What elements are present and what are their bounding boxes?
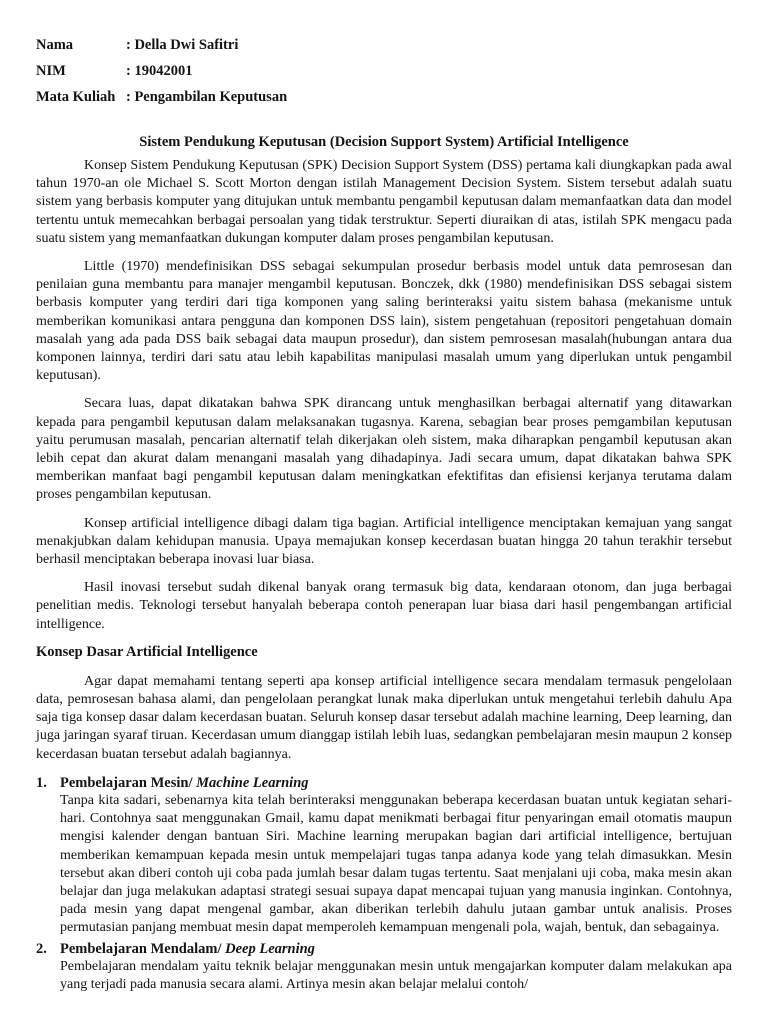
- paragraph: Konsep artificial intelligence dibagi dalam tiga bagian. Artificial intelligence menciptakan kemajuan yang sangat menakjubkan dalam kehidupan manusia. Upaya memajukan konsep kecerdasan buatan hingga 20 tahun terakhir tersebut berhasil menciptakan beberapa inovasi luar biasa.: [36, 515, 732, 568]
- list-body: [60, 940, 732, 994]
- document-title: Sistem Pendukung Keputusan (Decision Support System) Artificial Intelligence: [139, 134, 629, 150]
- list-number: 2.: [36, 940, 47, 957]
- list-title: [60, 774, 732, 792]
- list-title-english: Deep Learning: [225, 940, 315, 957]
- list-title-english: Machine Learning: [196, 774, 309, 791]
- list-item: [36, 774, 732, 938]
- paragraph: Little (1970) mendefinisikan DSS sebagai sekumpulan prosedur berbasis model untuk data pemrosesan dan penilaian guna membantu para manajer mengambil keputusan. Bonczek, dkk (1980) mendefinisikan DSS sebagai sistem berbasis komputer yang terdiri dari tiga komponen yang saling berinteraksi yaitu sistem bahasa (mekanisme untuk memberikan komunikasi antara pengguna dan komponen DSS lain), sistem pengetahuan (repositori pengetahuan domain masalah yang ada pada DSS baik sebagai data maupun prosedur), dan sistem pemrosesan masalah(hubungan antara dua komponen lainnya, terdiri dari satu atau lebih kapabilitas manipulasi masalah umum yang diperlukan untuk pengambil keputusan).: [36, 259, 732, 384]
- section-paragraph: Agar dapat memahami tentang seperti apa konsep artificial intelligence secara mendalam termasuk pengelolaan data, pemrosesan bahasa alami, dan pengelolaan perangkat lunak maka diperlukan untuk mengetahui terlebih dahulu Apa saja tiga konsep dasar dalam kecerdasan buatan. Seluruh konsep dasar tersebut adalah machine learning, Deep learning, dan juga jaringan syaraf tiruan. Kecerdasan umum dianggap istilah lebih luas, sedangkan pembelajaran mesin maupun 2 konsep kecerdasan buatan tersebut adalah bagiannya.: [36, 673, 732, 762]
- list-text: Tanpa kita sadari, sebenarnya kita telah berinteraksi menggunakan beberapa kecerdasan buatan untuk kegiatan sehari-hari. Contohnya saat menggunakan Gmail, kamu dapat menikmati berbagai fitur penyaringan email otomatis maupun mengisi kalender dengan bantuan Siri. Machine learning merupakan bagian dari artificial intelligence, bertujuan memberikan kemampuan kepada mesin untuk mempelajari tugas tanpa adanya kode yang telah dimasukkan. Mesin tersebut akan diberi contoh uji coba pada jumlah besar dalam tugas tertentu. Saat menjalani uji coba, maka mesin akan belajar dan juga melakukan adaptasi strategi sesuai supaya dapat mencapai tujuan yang manusia inginkan. Contohnya, pada mesin yang dapat mengenal gambar, akan diberikan terlebih dahulu jutaan gambar untuk analisis. Proses permutasian panjang membuat mesin dapat memperoleh kemampuan mengenali pola, wajah, bentuk, dan sebagainya.: [60, 792, 732, 936]
- list-title: [60, 940, 732, 958]
- list-title-text: Pembelajaran Mendalam/: [60, 940, 222, 957]
- list-item: [36, 940, 732, 994]
- course-value: : Pengambilan Keputusan: [126, 89, 288, 105]
- paragraph: Konsep Sistem Pendukung Keputusan (SPK) Decision Support System (DSS) pertama kali diungkapkan pada awal tahun 1970-an ole Michael S. Scott Morton dengan istilah Management Decision System. Sistem tersebut adalah suatu sistem yang berbasis komputer yang ditujukan untuk membantu pengambil keputusan dalam memanfaatkan data dan model tertentu untuk memecahkan berbagai persoalan yang tidak terstruktur. Seperti diuraikan di atas, istilah SPK mengacu pada suatu sistem yang memanfaatkan dukungan komputer dalam proses pengambilan keputusan.: [36, 158, 732, 246]
- meta-course-row: [36, 84, 732, 110]
- list-text: Pembelajaran mendalam yaitu teknik belajar menggunakan mesin untuk mengajarkan komputer dalam melakukan apa yang terjadi pada manusia secara alami. Artinya mesin akan belajar melalui contoh/: [60, 958, 732, 992]
- name-label: Nama: [36, 37, 74, 53]
- list-title-text: Pembelajaran Mesin/: [60, 774, 193, 791]
- paragraph: Hasil inovasi tersebut sudah dikenal banyak orang termasuk big data, kendaraan otonom, dan juga berbagai penelitian medis. Teknologi tersebut hanyalah beberapa contoh penerapan luar biasa dari hasil pengembangan artificial intelligence.: [36, 580, 732, 632]
- list-number: 1.: [36, 774, 47, 791]
- meta-nim-row: [36, 58, 732, 84]
- meta-name-row: [36, 32, 732, 58]
- nim-label: NIM: [36, 63, 66, 79]
- section-heading: Konsep Dasar Artificial Intelligence: [36, 643, 258, 660]
- paragraph: Secara luas, dapat dikatakan bahwa SPK dirancang untuk menghasilkan berbagai alternatif yang ditawarkan kepada para pengambil keputusan dalam melaksanakan tugasnya. Karena, sebagian bear proses pemgambilan keputusan yaitu perumusan masalah, pencarian alternatif telah dikerjakan oleh sistem, maka diharapkan pengambil keputusan akan lebih cepat dan akurat dalam menangani masalah yang dihadapinya. Jadi secara umum, dapat dikatakan bahwa SPK memberikan manfaat bagi pengambil keputusan dalam meningkatkan efektifitas dan efisiensi kerjanya terutama dalam proses pengambilan keputusan.: [36, 396, 732, 503]
- course-label: Mata Kuliah: [36, 89, 116, 105]
- name-value: : Della Dwi Safitri: [126, 37, 239, 53]
- list-body: [60, 774, 732, 938]
- nim-value: : 19042001: [126, 63, 193, 79]
